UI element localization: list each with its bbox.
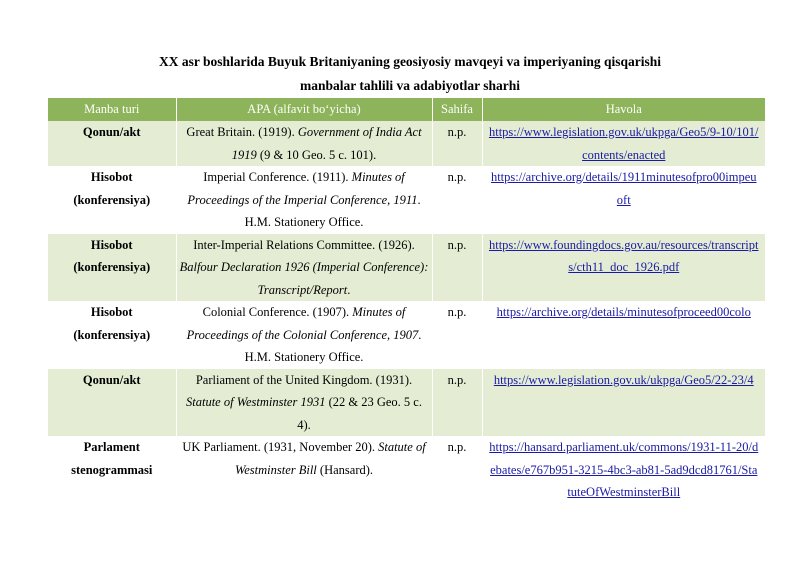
- apa-title: Statute of Westminster Bill: [234, 440, 426, 477]
- source-type-cell: Qonun/akt: [48, 369, 176, 437]
- table-row: [48, 234, 765, 302]
- table-row: [48, 301, 765, 369]
- table-row: [48, 436, 765, 504]
- header-page: Sahifa: [432, 98, 482, 121]
- source-type-cell: Hisobot (konferensiya): [48, 301, 176, 369]
- apa-cell: [176, 436, 432, 504]
- source-link[interactable]: https://www.legislation.gov.uk/ukpga/Geo5/22-23/4: [493, 372, 754, 387]
- apa-text: UK Parliament. (1931, November 20).: [182, 440, 379, 454]
- header-apa: APA (alfavit bo‘yicha): [176, 98, 432, 121]
- source-link[interactable]: https://archive.org/details/minutesofproceed00colo: [496, 305, 751, 319]
- apa-text: (Hansard).: [316, 462, 374, 477]
- apa-cell: [176, 301, 432, 369]
- page-cell: n.p.: [432, 166, 482, 234]
- link-cell: [482, 234, 765, 302]
- apa-title: Statute of Westminster 1931: [186, 395, 326, 409]
- apa-cell: [176, 234, 432, 302]
- link-cell: [482, 121, 765, 166]
- apa-text: .: [347, 282, 351, 297]
- source-link[interactable]: https://www.legislation.gov.uk/ukpga/Geo5/9-10/101/contents/enacted: [488, 125, 759, 162]
- link-cell: [482, 301, 765, 369]
- page-cell: n.p.: [432, 234, 482, 302]
- source-type-cell: Parlament stenogrammasi: [48, 436, 176, 504]
- table-row: [48, 166, 765, 234]
- apa-title: Minutes of Proceedings of the Colonial Conference, 1907: [186, 305, 419, 342]
- apa-text: Imperial Conference. (1911).: [203, 170, 352, 184]
- source-link[interactable]: https://www.foundingdocs.gov.au/resources/transcripts/cth11_doc_1926.pdf: [488, 237, 759, 274]
- apa-text: . H.M. Stationery Office.: [244, 192, 421, 229]
- apa-cell: [176, 121, 432, 166]
- apa-cell: [176, 166, 432, 234]
- page-cell: n.p.: [432, 436, 482, 504]
- apa-text: Inter-Imperial Relations Committee. (1926).: [193, 237, 415, 252]
- link-cell: [482, 166, 765, 234]
- apa-text: Great Britain. (1919).: [186, 125, 298, 139]
- apa-text: (22 & 23 Geo. 5 c. 4).: [297, 395, 422, 432]
- source-link[interactable]: https://hansard.parliament.uk/commons/1931-11-20/debates/e767b951-3215-4bc3-ab81-5ad9dcd81761/StatuteOfWestminsterBill: [489, 440, 759, 499]
- table-row: [48, 121, 765, 166]
- source-type-cell: Qonun/akt: [48, 121, 176, 166]
- apa-text: Parliament of the United Kingdom. (1931).: [195, 372, 413, 387]
- page-cell: n.p.: [432, 121, 482, 166]
- document-title-line-2: manbalar tahlili va adabiyotlar sharhi: [299, 78, 521, 93]
- source-type-cell: Hisobot (konferensiya): [48, 166, 176, 234]
- apa-title: Balfour Declaration 1926 (Imperial Conference): Transcript/Report: [179, 260, 429, 297]
- apa-text: (9 & 10 Geo. 5 c. 101).: [256, 147, 377, 162]
- table-header-row: [48, 98, 765, 121]
- link-cell: [482, 369, 765, 437]
- header-source-type: Manba turi: [48, 98, 176, 121]
- table-row: [48, 369, 765, 437]
- sources-table: [48, 98, 765, 504]
- link-cell: [482, 436, 765, 504]
- header-link: Havola: [482, 98, 765, 121]
- apa-title: Government of India Act 1919: [231, 125, 422, 162]
- source-type-cell: Hisobot (konferensiya): [48, 234, 176, 302]
- apa-text: Colonial Conference. (1907).: [202, 305, 353, 319]
- page-cell: n.p.: [432, 369, 482, 437]
- apa-cell: [176, 369, 432, 437]
- apa-text: . H.M. Stationery Office.: [244, 327, 422, 364]
- apa-title: Minutes of Proceedings of the Imperial Conference, 1911: [187, 170, 418, 207]
- source-link[interactable]: https://archive.org/details/1911minutesofpro00impeuoft: [490, 170, 757, 207]
- document-title-line-1: XX asr boshlarida Buyuk Britaniyaning geosiyosiy mavqeyi va imperiyaning qisqarishi: [159, 54, 661, 69]
- page-cell: n.p.: [432, 301, 482, 369]
